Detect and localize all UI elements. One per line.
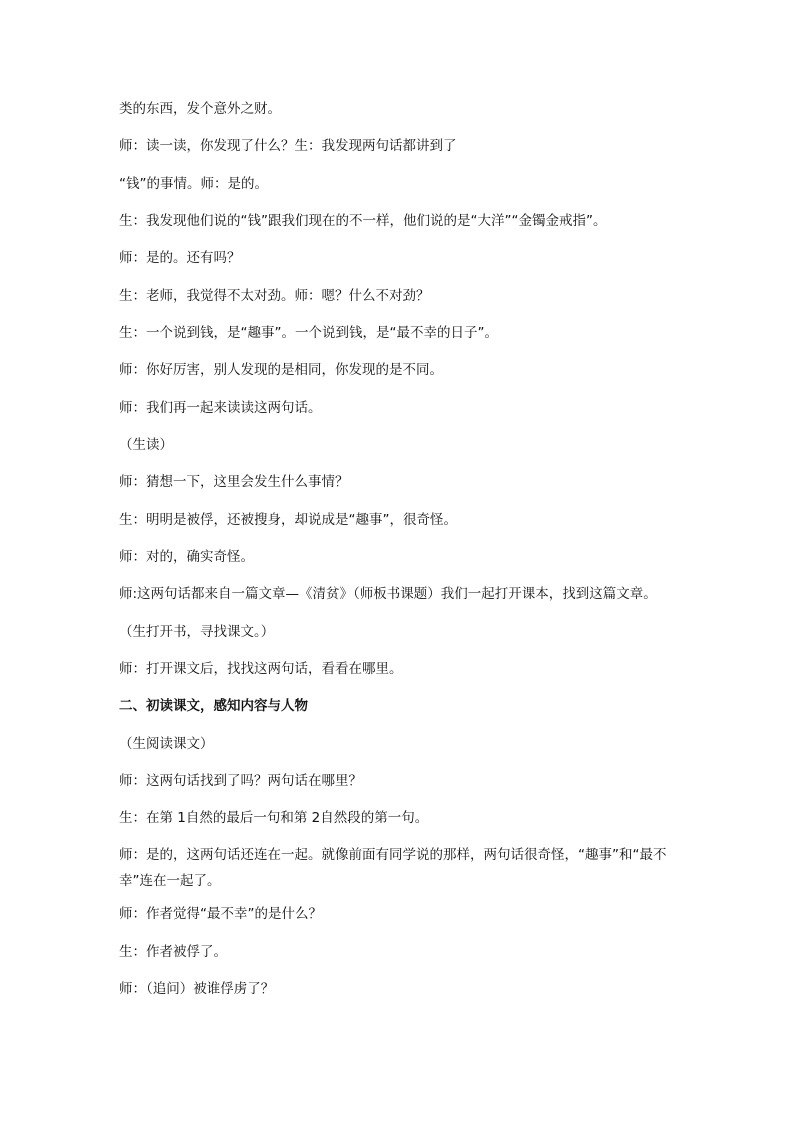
- paragraph: 师：（追问）被谁俘虏了？: [119, 981, 275, 997]
- paragraph: 师：对的，确实奇怪。: [119, 549, 254, 565]
- paragraph: 师：读一读，你发现了什么？生：我发现两句话都讲到了: [119, 138, 457, 154]
- paragraph: 师：猜想一下，这里会发生什么事情？: [119, 474, 349, 490]
- paragraph: 生：作者被俘了。: [119, 944, 227, 960]
- paragraph: 师:这两句话都来自一篇文章—《清贫》（师板书课题）我们一起打开课本，找到这篇文章。: [119, 586, 657, 602]
- paragraph: 生：我发现他们说的“钱”跟我们现在的不一样，他们说的是“大洋”“金镯金戒指”。: [119, 213, 607, 229]
- paragraph: 类的东西，发个意外之财。: [119, 101, 281, 117]
- paragraph: 师：打开课文后，找找这两句话，看看在哪里。: [119, 661, 403, 677]
- paragraph: （生打开书，寻找课文。）: [119, 624, 275, 640]
- section-heading: 二、初读课文，感知内容与人物: [119, 698, 308, 714]
- paragraph: （生读）: [119, 437, 173, 453]
- paragraph: 生：一个说到钱，是“趣事”。一个说到钱，是“最不幸的日子”。: [119, 325, 498, 341]
- paragraph: 师：是的，这两句话还连在一起。就像前面有同学说的那样，两句话很奇怪，“趣事”和“最不幸”连在一起了。: [119, 847, 667, 889]
- paragraph: “钱”的事情。师：是的。: [119, 176, 268, 192]
- paragraph: 生：老师，我觉得不太对劲。师：嗯？什么不对劲？: [119, 288, 430, 304]
- paragraph: （生阅读课文）: [119, 736, 214, 752]
- paragraph: 生：在第 1自然的最后一句和第 2自然段的第一句。: [119, 810, 429, 826]
- paragraph: 师：我们再一起来读读这两句话。: [119, 400, 322, 416]
- paragraph: 师：你好厉害，别人发现的是相同，你发现的是不同。: [119, 362, 443, 378]
- paragraph: 师：这两句话找到了吗？两句话在哪里？: [119, 773, 362, 789]
- paragraph: 生：明明是被俘，还被搜身，却说成是“趣事”，很奇怪。: [119, 512, 457, 528]
- paragraph: 师：作者觉得“最不幸”的是什么？: [119, 906, 322, 922]
- paragraph: 师：是的。还有吗？: [119, 250, 241, 266]
